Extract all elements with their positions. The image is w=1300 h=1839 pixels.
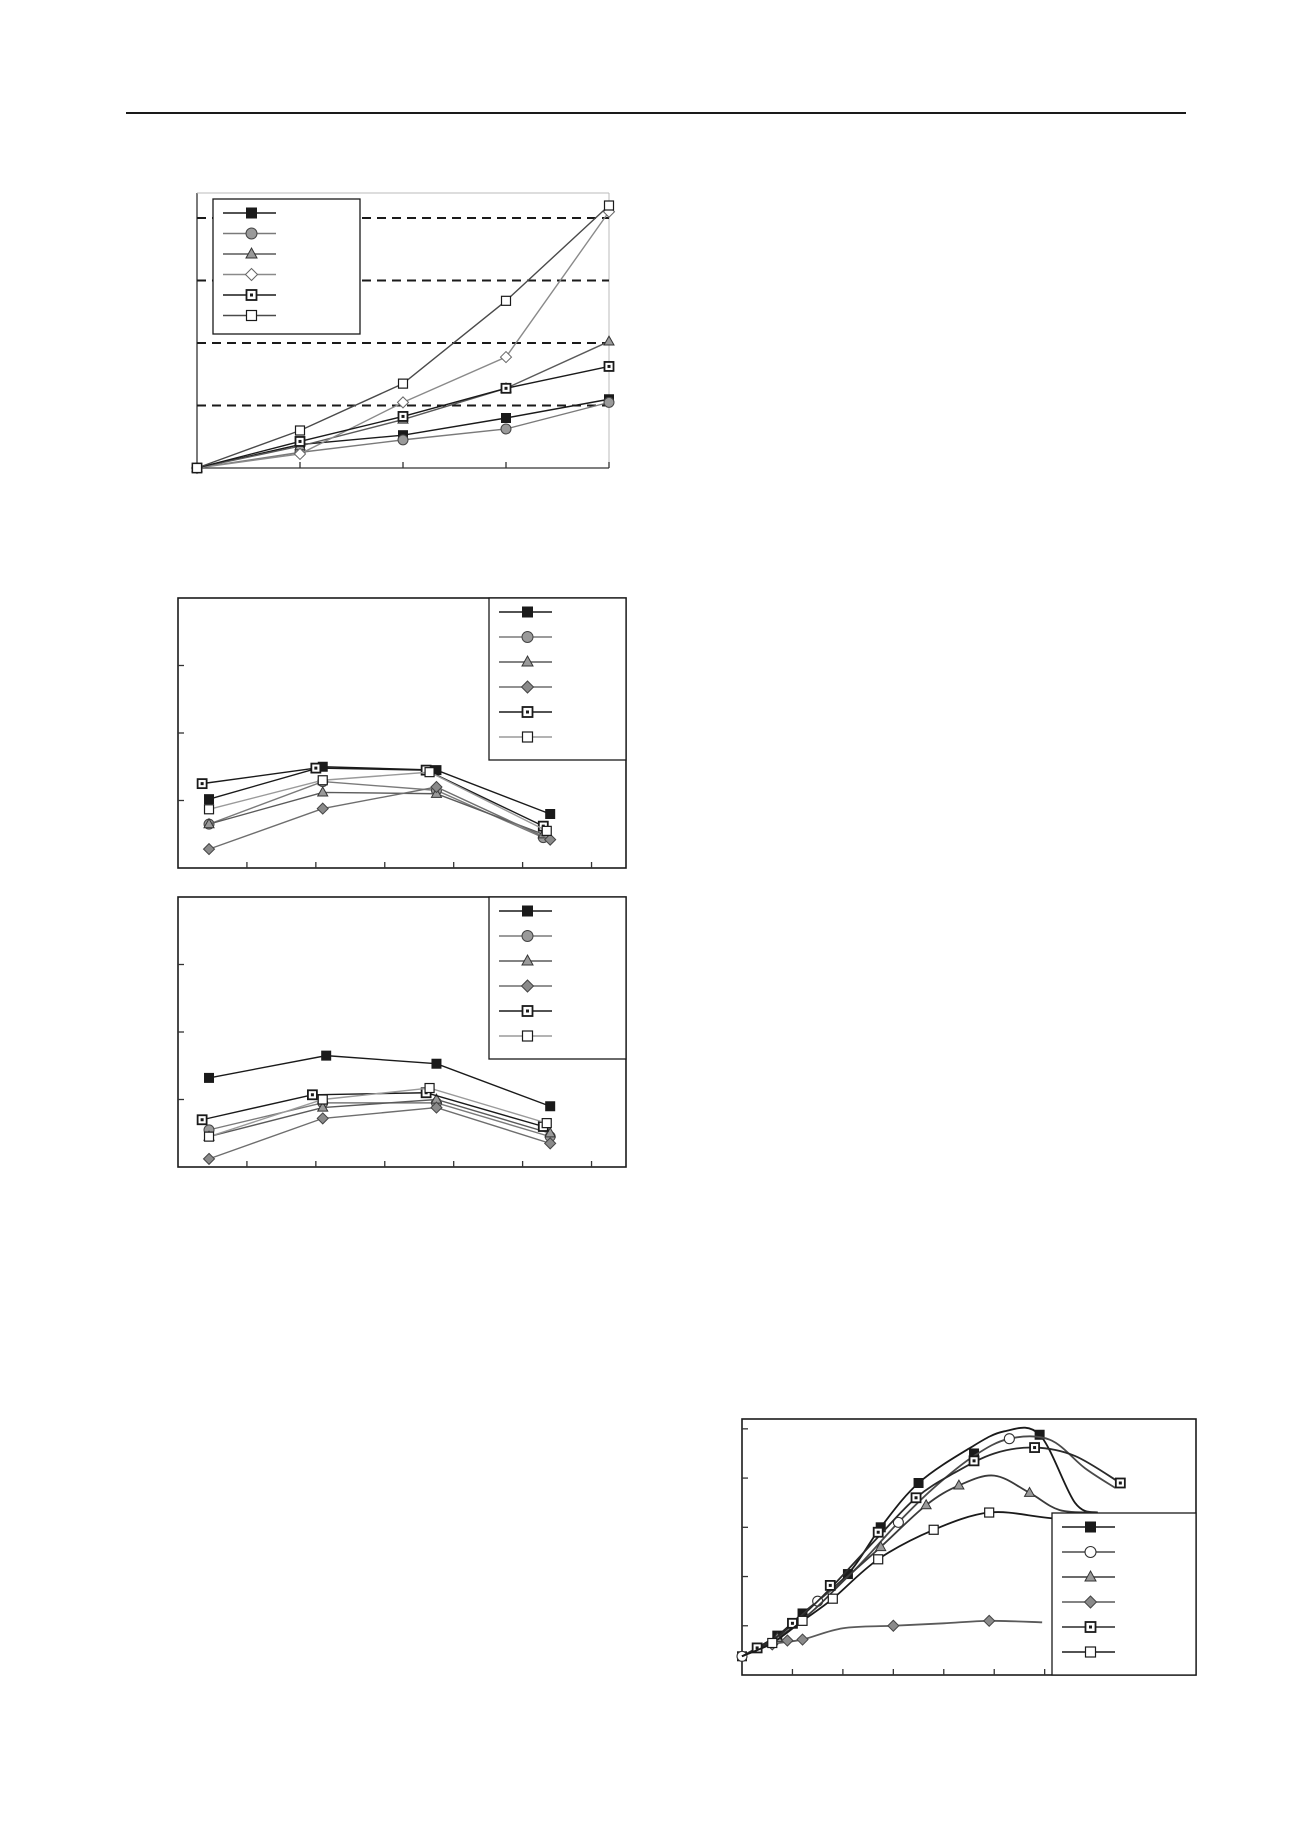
chart-3-series-1-point-4: [546, 1102, 555, 1111]
chart-1-legend-marker-2: [246, 228, 257, 239]
chart-1-series-2-point-4: [501, 424, 511, 434]
chart-3-series-6-point-1: [205, 1132, 214, 1141]
chart-4-series-5-point-4-dot: [877, 1531, 880, 1534]
chart-4-series-6-point-3: [828, 1594, 837, 1603]
chart-4-legend: [1052, 1513, 1196, 1675]
chart-3-series-5-point-1-dot: [201, 1118, 204, 1121]
chart-1-series-5-point-2-dot: [299, 440, 302, 443]
chart-4-series-4-point-2: [782, 1635, 793, 1646]
chart-3-legend-marker-2: [522, 931, 533, 942]
chart-3-series-6: [205, 1084, 552, 1142]
chart-3-series-1-line: [209, 1056, 550, 1107]
chart-1-legend-marker-1: [247, 208, 257, 218]
chart-1-series-2-point-3: [398, 435, 408, 445]
chart-3-series-4-line: [209, 1108, 550, 1159]
chart-2-series-6-point-3: [425, 768, 434, 777]
chart-3-legend-marker-6: [523, 1031, 533, 1041]
chart-4-series-6-point-2: [798, 1616, 807, 1625]
chart-2-series-5-point-1-dot: [201, 782, 204, 785]
chart-4-series-3-point-3: [921, 1500, 931, 1509]
chart-1-series-2: [192, 397, 614, 473]
chart-2-legend-marker-5-dot: [526, 711, 529, 714]
chart-1-series-6-point-3: [399, 379, 408, 388]
chart-2-legend-marker-1: [523, 607, 533, 617]
chart-4-group: [737, 1419, 1196, 1675]
chart-3-series-1: [205, 1051, 555, 1111]
chart-2-series-4-point-1: [204, 844, 215, 855]
chart-4-series-5-point-3-dot: [829, 1584, 832, 1587]
chart-1-series-6-point-4: [502, 296, 511, 305]
chart-4-legend-marker-2: [1085, 1547, 1096, 1558]
chart-4-series-6-line: [742, 1512, 1090, 1656]
chart-2-series-6-point-4: [542, 826, 551, 835]
chart-2-series-1-point-1: [205, 795, 214, 804]
chart-3-series-6-point-2: [318, 1095, 327, 1104]
chart-4-series-2-point-4: [1004, 1434, 1014, 1444]
chart-1-legend-marker-5-dot: [250, 294, 253, 297]
chart-3-series-6-point-4: [542, 1119, 551, 1128]
chart-1-legend: [213, 199, 360, 334]
chart-3-series-1-point-2: [322, 1051, 331, 1060]
chart-2-series-5-point-2-dot: [314, 767, 317, 770]
chart-4-legend-box: [1052, 1513, 1196, 1675]
chart-3-legend: [489, 897, 626, 1059]
chart-4-legend-marker-5-dot: [1089, 1626, 1092, 1629]
chart-3-series-4-point-1: [204, 1153, 215, 1164]
chart-4-series-6-point-5: [929, 1525, 938, 1534]
chart-1-series-2-point-5: [604, 397, 614, 407]
chart-4-legend-marker-1: [1086, 1522, 1096, 1532]
chart-3-legend-marker-5-dot: [526, 1010, 529, 1013]
chart-3-series-5-point-2-dot: [311, 1093, 314, 1096]
chart-3-legend-marker-1: [523, 906, 533, 916]
chart-2-series-1-point-4: [546, 810, 555, 819]
chart-2-legend-marker-6: [523, 732, 533, 742]
chart-1-series-5-point-3-dot: [402, 415, 405, 418]
chart-1-legend-box: [213, 199, 360, 334]
chart-4-series-6-point-6: [985, 1508, 994, 1517]
chart-2-series-4-point-2: [317, 803, 328, 814]
chart-2-group: [178, 598, 626, 868]
chart-4-series-4-point-4: [888, 1620, 899, 1631]
chart-2-series-6: [205, 768, 552, 836]
chart-1-legend-marker-6: [247, 311, 257, 321]
chart-2-series-6-point-2: [318, 776, 327, 785]
chart-1-series-4-point-4: [501, 352, 512, 363]
chart-2-legend-marker-2: [522, 632, 533, 643]
chart-4-legend-marker-6: [1086, 1647, 1096, 1657]
chart-4-series-4-point-3: [797, 1634, 808, 1645]
chart-4-series-5-point-2-dot: [791, 1622, 794, 1625]
chart-1-series-3-point-5: [604, 336, 614, 345]
chart-3-series-1-point-1: [205, 1073, 214, 1082]
chart-3-series-4-point-2: [317, 1113, 328, 1124]
chart-3-group: [178, 897, 626, 1167]
chart-3-legend-box: [489, 897, 626, 1059]
chart-4-series-4-point-5: [984, 1615, 995, 1626]
chart-4-series-5-point-6-dot: [973, 1459, 976, 1462]
chart-1-series-6-point-1: [193, 464, 202, 473]
chart-2-series-3-point-2: [318, 787, 328, 796]
chart-4-series-5-point-7-dot: [1033, 1446, 1036, 1449]
chart-1-series-1-point-4: [502, 414, 511, 423]
chart-4-series-1-point-6: [914, 1479, 923, 1488]
chart-3-series-4: [204, 1102, 556, 1164]
chart-4-series-5-point-8-dot: [1119, 1482, 1122, 1485]
chart-2-series-6-point-1: [205, 805, 214, 814]
chart-1-series-6-point-2: [296, 426, 305, 435]
chart-4-series-6: [742, 1508, 1090, 1656]
chart-4-series-4: [742, 1615, 1042, 1656]
chart-2-legend: [489, 598, 626, 760]
chart-4-series-5-point-5-dot: [915, 1496, 918, 1499]
chart-1-series-5-point-4-dot: [505, 387, 508, 390]
chart-1-group: [192, 193, 615, 474]
chart-4-series-6-point-1: [768, 1639, 777, 1648]
chart-4-series-6-point-4: [874, 1555, 883, 1564]
chart-3-series-6-point-3: [425, 1084, 434, 1093]
chart-4-series-3-point-5: [1025, 1488, 1035, 1497]
chart-3-series-1-point-3: [432, 1059, 441, 1068]
chart-3-series-3: [204, 1094, 555, 1140]
chart-1-series-6-point-5: [605, 201, 614, 210]
chart-2-legend-box: [489, 598, 626, 760]
chart-2-series-6-line: [209, 772, 547, 831]
chart-1-series-5-point-5-dot: [608, 365, 611, 368]
chart-2-series-5: [198, 764, 548, 831]
chart-2-series-3: [204, 787, 548, 838]
